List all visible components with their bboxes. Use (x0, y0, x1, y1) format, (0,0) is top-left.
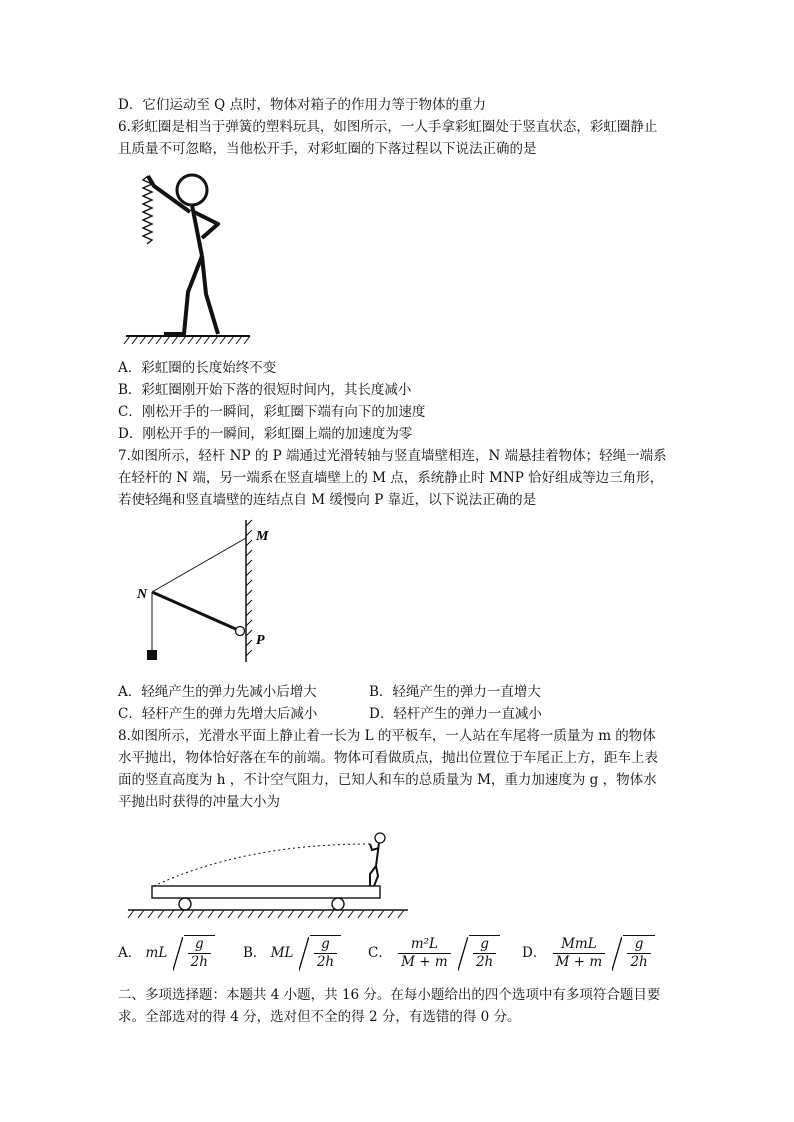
q8-answer-a-coef: mL (145, 945, 168, 961)
q6-stem-line2: 且质量不可忽略，当他松开手，对彩虹圈的下落过程以下说法正确的是 (118, 141, 537, 157)
q8-answer-c-den: M + m (401, 953, 448, 970)
q8-stem-line1: 8.如图所示，光滑水平面上静止着一长为 L 的平板车，一人站在车尾将一质量为 m 的物体 (118, 728, 656, 744)
q6-stem-line1: 6.彩虹圈是相当于弹簧的塑料玩具，如图所示，一人手拿彩虹圈处于竖直状态，彩虹圈静止 (118, 119, 658, 135)
q8-figure-cart-throw (124, 826, 414, 922)
q8-answer-b-coef: ML (270, 945, 294, 961)
section2-heading-line2: 求。全部选对的得 4 分，选对但不全的得 2 分，有选错的得 0 分。 (118, 1009, 521, 1025)
q7-option-c: C．轻杆产生的弹力先增大后减小 (118, 706, 318, 722)
q8-answer-c-sqrt-den: 2h (475, 954, 494, 970)
q8-answer-c-num: m²L (398, 936, 451, 954)
q5-option-d: D．它们运动至 Q 点时，物体对箱子的作用力等于物体的重力 (118, 97, 486, 113)
q8-answer-d-label: D． (522, 945, 547, 961)
q8-answer-b-sqrt-den: 2h (316, 954, 335, 970)
q8-answer-d-sqrt (612, 935, 654, 971)
q8-answer-b-sqrt (299, 935, 341, 971)
q8-answer-a-sqrt-num: g (188, 936, 211, 954)
q7-label-p: P (256, 633, 265, 648)
q8-answer-c-sqrt-num: g (473, 936, 496, 954)
q8-answer-a-label: A． (118, 945, 142, 961)
q8-answer-d (522, 935, 655, 971)
q7-option-a: A．轻绳产生的弹力先减小后增大 (118, 684, 317, 700)
q8-stem-line4: 平抛出时获得的冲量大小为 (118, 794, 280, 810)
q7-label-n: N (137, 587, 148, 602)
q7-stem-line2: 在轻杆的 N 端，另一端系在竖直墙壁上的 M 点，系统静止时 MNP 恰好组成等边三角形， (118, 470, 664, 486)
q6-figure-stick-person (118, 168, 258, 346)
q8-answer-b-label: B． (243, 945, 267, 961)
q8-answer-c-sqrt (458, 935, 500, 971)
q6-option-c: C．刚松开手的一瞬间，彩虹圈下端有向下的加速度 (118, 404, 426, 420)
q8-answer-a (118, 935, 215, 971)
q6-option-d: D．刚松开手的一瞬间，彩虹圈上端的加速度为零 (118, 426, 413, 442)
q8-answer-b (243, 935, 341, 971)
q7-label-m: M (256, 529, 269, 544)
q7-stem-line3: 若使轻绳和竖直墙壁的连结点自 M 缓慢向 P 靠近，以下说法正确的是 (118, 492, 537, 508)
q6-option-a: A．彩虹圈的长度始终不变 (118, 360, 277, 376)
q7-option-d: D．轻杆产生的弹力一直减小 (369, 706, 542, 722)
q8-answer-a-sqrt (173, 935, 215, 971)
q7-stem-line1: 7.如图所示，轻杆 NP 的 P 端通过光滑转轴与竖直墙壁相连，N 端悬挂着物体；轻绳一端系 (118, 448, 667, 464)
section2-heading-line1: 二、多项选择题：本题共 4 小题，共 16 分。在每小题给出的四个选项中有多项符合题目要 (118, 987, 661, 1003)
q8-answer-d-num: MmL (553, 936, 606, 954)
q8-answer-d-sqrt-den: 2h (630, 954, 648, 970)
q7-option-b: B．轻绳产生的弹力一直增大 (369, 684, 541, 700)
q8-answer-d-den: M + m (555, 953, 603, 970)
q8-stem-line3: 面的竖直高度为 h ，不计空气阻力，已知人和车的总质量为 M，重力加速度为 g ，物体水 (118, 772, 657, 788)
q8-answer-d-sqrt-num: g (627, 936, 650, 954)
q7-figure-rod-rope-wall (128, 516, 288, 666)
q8-answer-b-sqrt-num: g (314, 936, 337, 954)
q8-answer-c (368, 935, 500, 971)
q8-stem-line2: 水平抛出，物体恰好落在车的前端。物体可看做质点，抛出位置位于车尾正上方，距车上表 (118, 750, 658, 766)
q8-answer-c-label: C． (368, 945, 392, 961)
q8-answer-a-sqrt-den: 2h (190, 954, 208, 970)
q6-option-b: B．彩虹圈刚开始下落的很短时间内，其长度减小 (118, 382, 412, 398)
